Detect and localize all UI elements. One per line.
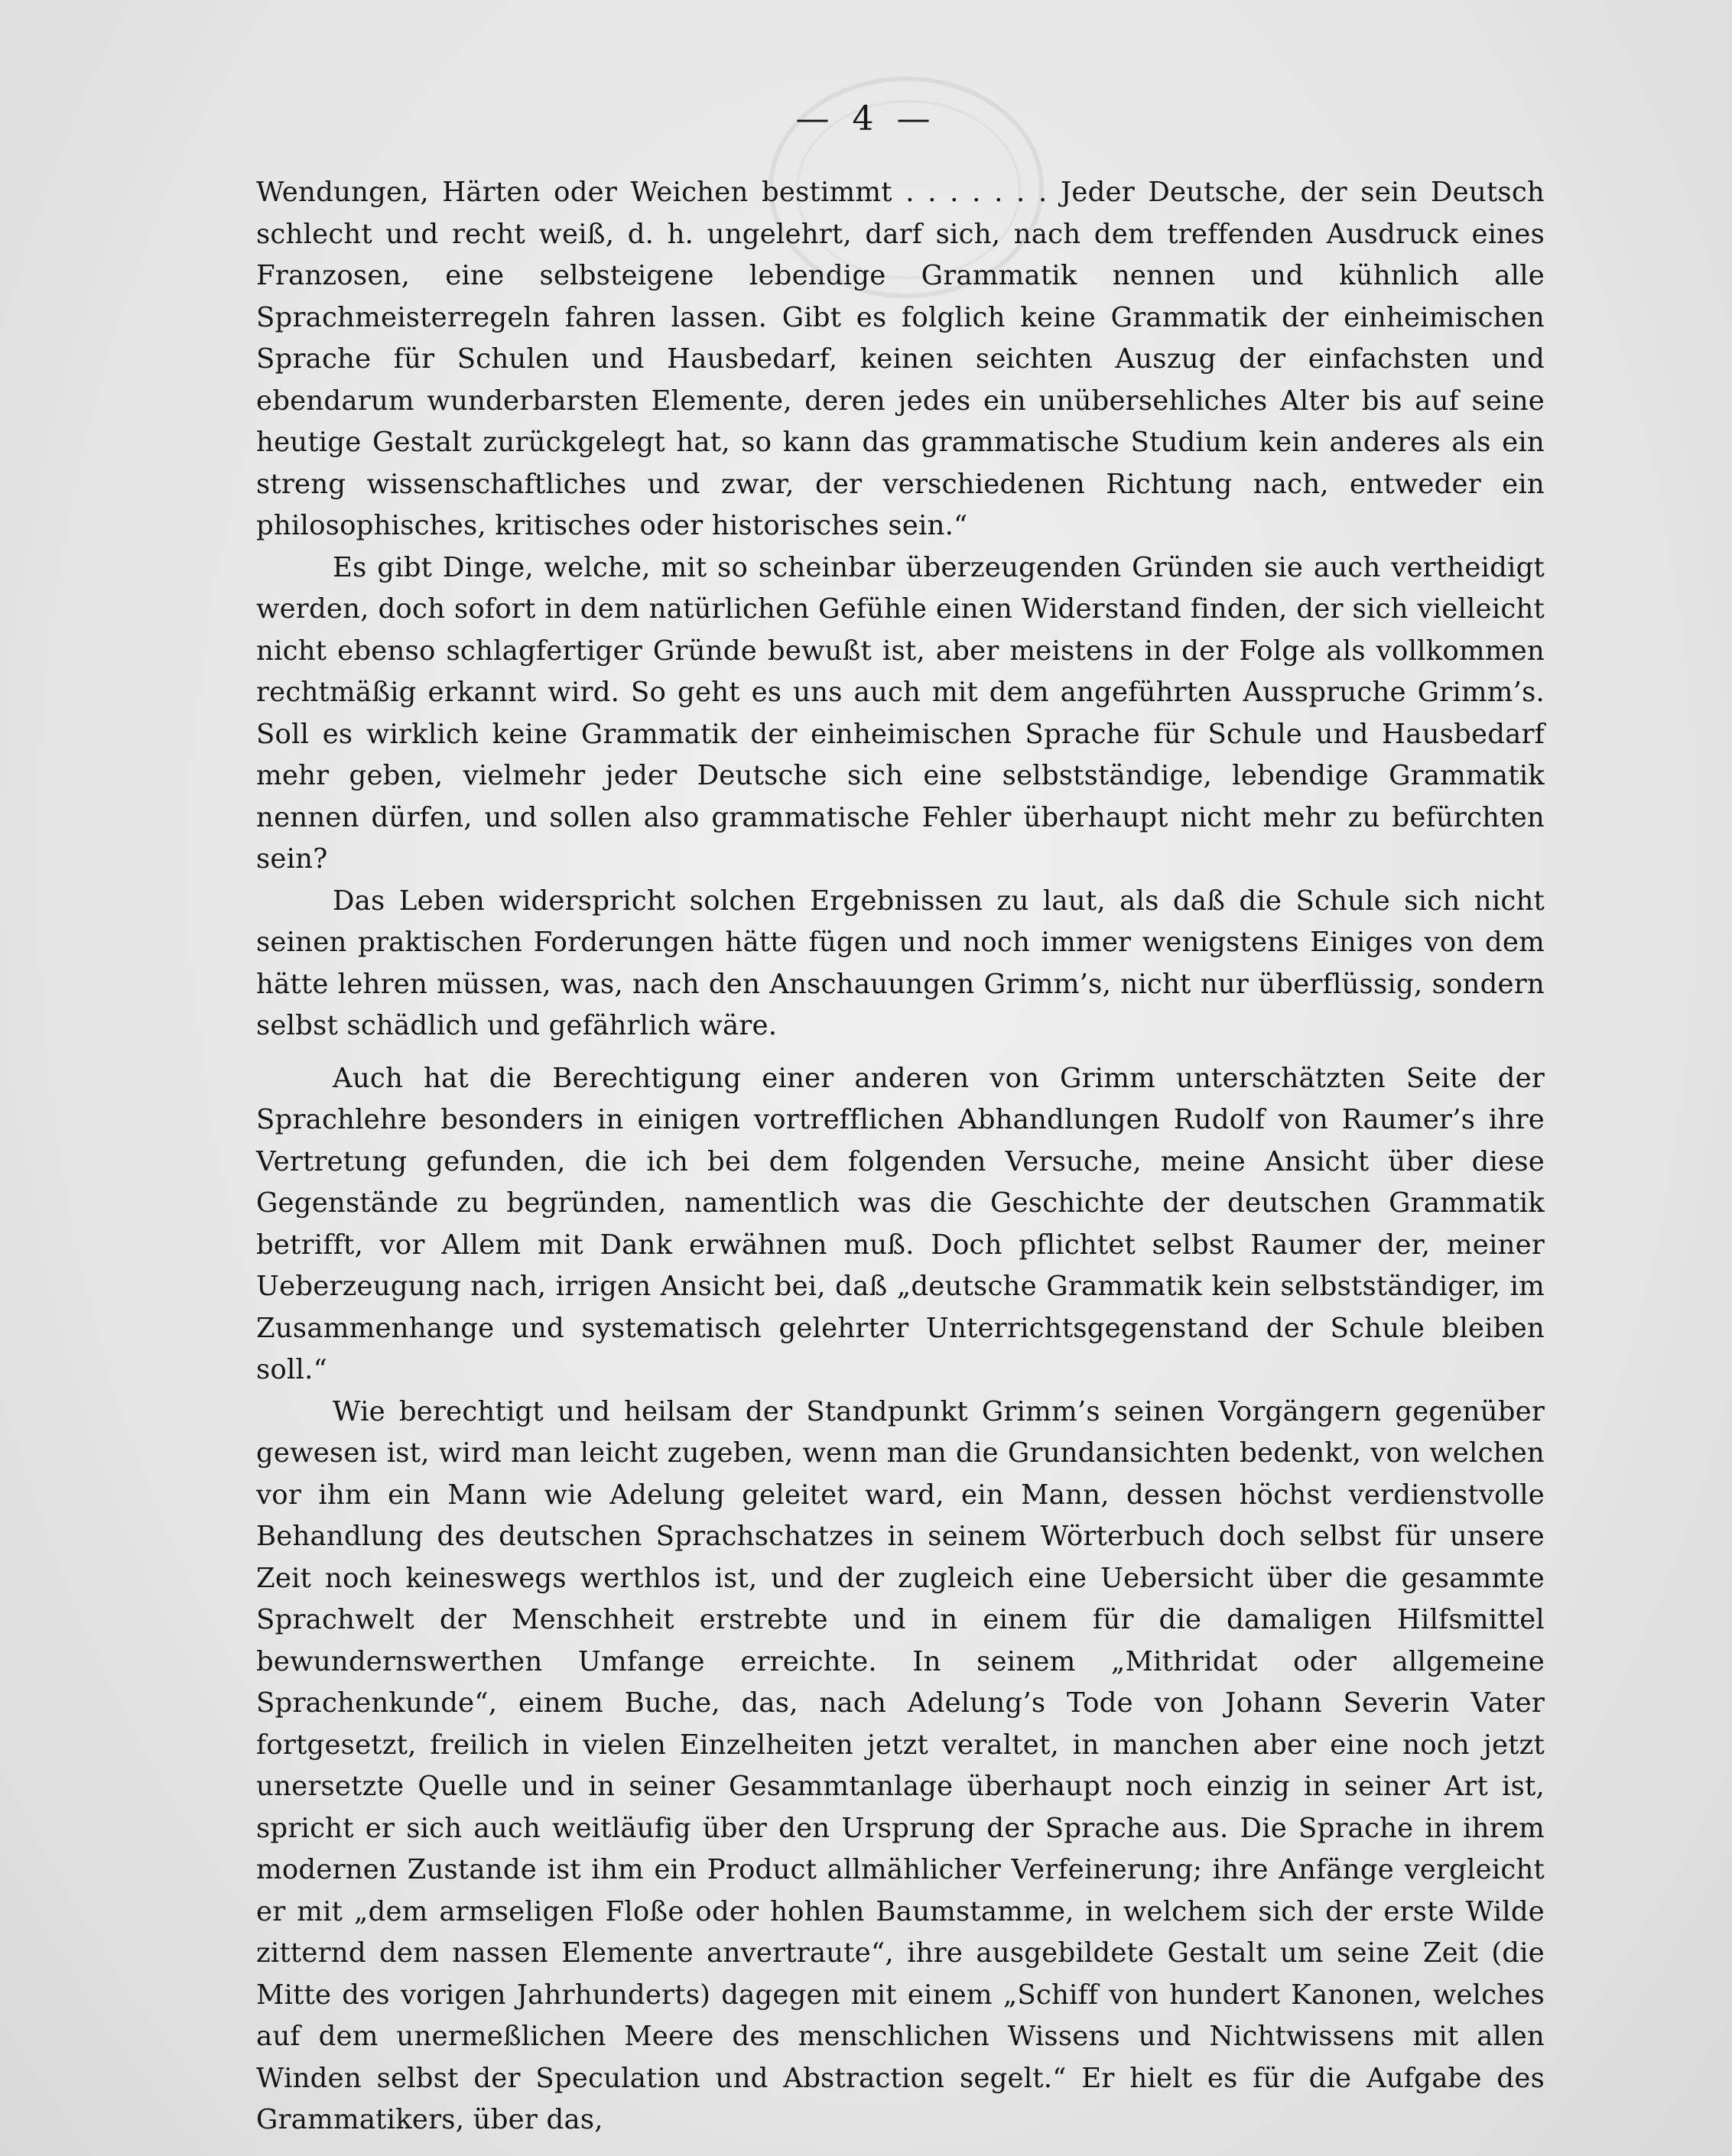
- paragraph-3: Das Leben widerspricht solchen Ergebnissen zu laut, als daß die Schule sich nicht seinen praktischen Forderungen hätte fügen und noch immer wenigstens Einiges von dem hätte lehren müssen, was, nach den Anschauungen Grimm’s, nicht nur überflüssig, sondern selbst schädlich und gefährlich wäre.: [256, 885, 1545, 1041]
- page-number: — 4 —: [795, 99, 937, 138]
- paragraph-1: Wendungen, Härten oder Weichen bestimmt . . . . . . . Jeder Deutsche, der sein Deutsch schlecht und recht weiß, d. h. ungelehrt, darf sich, nach dem treffenden Ausdruck eines Franzosen, eine selbsteigene lebendige Grammatik nennen und kühnlich alle Sprachmeisterregeln fahren lassen. Gibt es folglich keine Grammatik der einheimischen Sprache für Schulen und Hausbedarf, keinen seichten Auszug der einfachsten und ebendarum wunderbarsten Elemente, deren jedes ein unübersehliches Alter bis auf seine heutige Gestalt zurückgelegt hat, so kann das grammatische Studium kein anderes als ein streng wissenschaftliches und zwar, der verschiedenen Richtung nach, entweder ein philosophisches, kritisches oder historisches sein.“: [256, 177, 1545, 541]
- paragraph-2: Es gibt Dinge, welche, mit so scheinbar überzeugenden Gründen sie auch vertheidigt werden, doch sofort in dem natürlichen Gefühle einen Widerstand finden, der sich vielleicht nicht ebenso schlagfertiger Gründe bewußt ist, aber meistens in der Folge als vollkommen rechtmäßig erkannt wird. So geht es uns auch mit dem angeführten Ausspruche Grimm’s. Soll es wirklich keine Grammatik der einheimischen Sprache für Schule und Hausbedarf mehr geben, vielmehr jeder Deutsche sich eine selbstständige, lebendige Grammatik nennen dürfen, und sollen also grammatische Fehler überhaupt nicht mehr zu befürchten sein?: [256, 551, 1545, 875]
- paragraph-5: Wie berechtigt und heilsam der Standpunkt Grimm’s seinen Vorgängern gegenüber gewesen ist, wird man leicht zugeben, wenn man die Grundansichten bedenkt, von welchen vor ihm ein Mann wie Adelung geleitet ward, ein Mann, dessen höchst verdienstvolle Behandlung des deutschen Sprachschatzes in seinem Wörterbuch doch selbst für unsere Zeit noch keineswegs werthlos ist, und der zugleich eine Uebersicht über die gesammte Sprachwelt der Menschheit erstrebte und in einem für die damaligen Hilfsmittel bewundernswerthen Umfange erreichte. In seinem „Mithridat oder allgemeine Sprachenkunde“, einem Buche, das, nach Adelung’s Tode von Johann Severin Vater fortgesetzt, freilich in vielen Einzelheiten jetzt veraltet, in manchen aber eine noch jetzt unersetzte Quelle und in seiner Gesammtanlage überhaupt noch einzig in seiner Art ist, spricht er sich auch weitläufig über den Ursprung der Sprache aus. Die Sprache in ihrem modernen Zustande ist ihm ein Product allmählicher Verfeinerung; ihre Anfänge vergleicht er mit „dem armseligen Floße oder hohlen Baumstamme, in welchem sich der erste Wilde zitternd dem nassen Elemente anvertraute“, ihre ausgebildete Gestalt um seine Zeit (die Mitte des vorigen Jahrhunderts) dagegen mit einem „Schiff von hundert Kanonen, welches auf dem unermeßlichen Meere des menschlichen Wissens und Nichtwissens mit allen Winden selbst der Speculation und Abstraction segelt.“ Er hielt es für die Aufgabe des Grammatikers, über das,: [256, 1395, 1545, 2135]
- body-text: [256, 172, 1545, 2141]
- paragraph-4: Auch hat die Berechtigung einer anderen von Grimm unterschätzten Seite der Sprachlehre besonders in einigen vortrefflichen Abhandlungen Rudolf von Raumer’s ihre Vertretung gefunden, die ich bei dem folgenden Versuche, meine Ansicht über diese Gegenstände zu begründen, namentlich was die Geschichte der deutschen Grammatik betrifft, vor Allem mit Dank erwähnen muß. Doch pflichtet selbst Raumer der, meiner Ueberzeugung nach, irrigen Ansicht bei, daß „deutsche Grammatik kein selbstständiger, im Zusammenhange und systematisch gelehrter Unterrichtsgegenstand der Schule bleiben soll.“: [256, 1062, 1545, 1385]
